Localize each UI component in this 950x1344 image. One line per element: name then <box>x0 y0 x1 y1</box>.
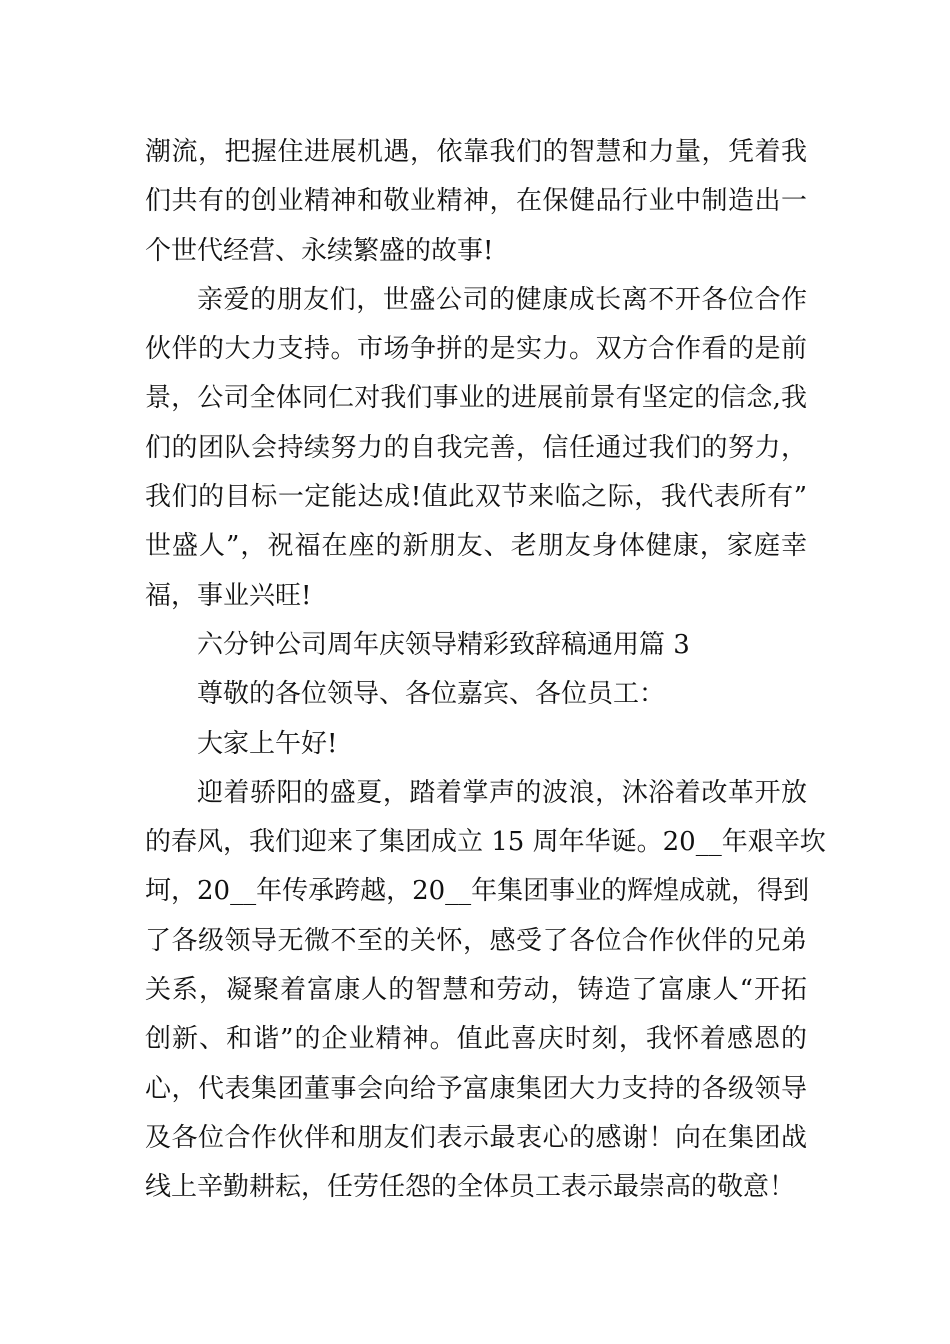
paragraph-line: 关系，凝聚着富康人的智慧和劳动，铸造了富康人“开拓 <box>145 975 807 1006</box>
paragraph-line: 亲爱的朋友们，世盛公司的健康成长离不开各位合作 <box>197 284 807 315</box>
salutation: 尊敬的各位领导、各位嘉宾、各位员工： <box>197 679 666 710</box>
paragraph-line: 迎着骄阳的盛夏，踏着掌声的波浪，沐浴着改革开放 <box>197 777 807 808</box>
paragraph-line: 福，事业兴旺! <box>145 580 312 611</box>
paragraph-line: 了各级领导无微不至的关怀，感受了各位合作伙伴的兄弟 <box>145 925 807 956</box>
paragraph-line: 景，公司全体同仁对我们事业的进展前景有坚定的信念,我 <box>145 383 807 414</box>
paragraph-line: 我们的目标一定能达成!值此双节来临之际，我代表所有” <box>145 482 807 513</box>
paragraph-line: 及各位合作伙伴和朋友们表示最衷心的感谢！向在集团战 <box>145 1122 807 1153</box>
paragraph-line: 线上辛勤耕耘，任劳任怨的全体员工表示最崇高的敬意！ <box>145 1172 796 1203</box>
document-body <box>145 128 826 1213</box>
paragraph-line: 们的团队会持续努力的自我完善，信任通过我们的努力， <box>145 432 807 463</box>
paragraph-line: 心，代表集团董事会向给予富康集团大力支持的各级领导 <box>145 1073 807 1104</box>
paragraph-line: 创新、和谐”的企业精神。值此喜庆时刻，我怀着感恩的 <box>145 1024 807 1055</box>
paragraph-line: 个世代经营、永续繁盛的故事! <box>145 235 494 266</box>
paragraph-line: 们共有的创业精神和敬业精神，在保健品行业中制造出一 <box>145 186 807 217</box>
greeting: 大家上午好! <box>197 728 338 759</box>
paragraph-line: 坷，20__年传承跨越，20__年集团事业的辉煌成就，得到 <box>145 876 810 907</box>
paragraph-line: 伙伴的大力支持。市场争拼的是实力。双方合作看的是前 <box>145 334 807 365</box>
paragraph-line: 潮流，把握住进展机遇，依靠我们的智慧和力量，凭着我 <box>145 137 807 167</box>
section-heading: 六分钟公司周年庆领导精彩致辞稿通用篇 3 <box>197 629 690 660</box>
paragraph-line: 世盛人”，祝福在座的新朋友、老朋友身体健康，家庭幸 <box>145 531 807 562</box>
paragraph-line: 的春风，我们迎来了集团成立 15 周年华诞。20__年艰辛坎 <box>145 827 826 858</box>
